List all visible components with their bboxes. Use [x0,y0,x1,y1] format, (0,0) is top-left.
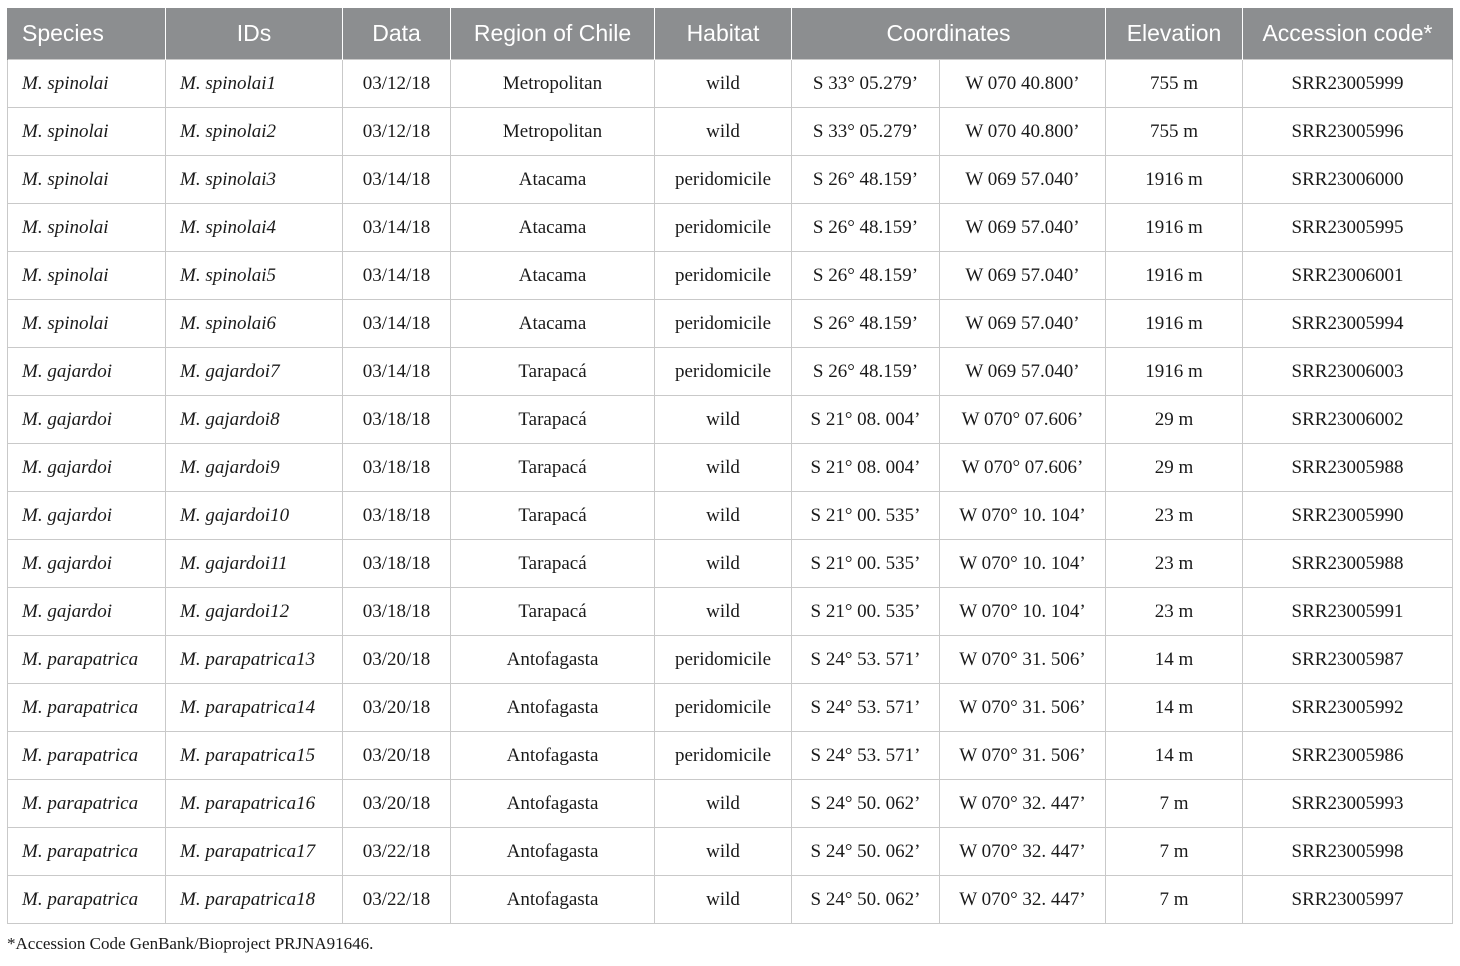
species-cell: M. gajardoi [8,396,166,444]
elevation-cell: 755 m [1106,60,1243,108]
table-row [8,588,1453,636]
longitude-cell: W 070° 31. 506’ [940,732,1106,780]
elevation-cell: 1916 m [1106,348,1243,396]
habitat-cell: wild [655,60,792,108]
region-cell: Atacama [451,252,655,300]
table-row [8,252,1453,300]
longitude-cell: W 070° 07.606’ [940,396,1106,444]
species-cell: M. gajardoi [8,444,166,492]
region-cell: Antofagasta [451,780,655,828]
accession-cell: SRR23005998 [1243,828,1453,876]
accession-cell: SRR23006002 [1243,396,1453,444]
date-cell: 03/22/18 [343,828,451,876]
region-cell: Antofagasta [451,636,655,684]
elevation-cell: 23 m [1106,588,1243,636]
habitat-cell: peridomicile [655,300,792,348]
region-cell: Atacama [451,156,655,204]
table-row [8,204,1453,252]
habitat-cell: peridomicile [655,732,792,780]
table-row [8,348,1453,396]
id-cell: M. parapatrica15 [166,732,343,780]
date-cell: 03/18/18 [343,444,451,492]
region-cell: Tarapacá [451,396,655,444]
date-cell: 03/14/18 [343,156,451,204]
longitude-cell: W 070 40.800’ [940,108,1106,156]
elevation-cell: 14 m [1106,732,1243,780]
longitude-cell: W 070° 10. 104’ [940,540,1106,588]
date-cell: 03/12/18 [343,108,451,156]
elevation-cell: 755 m [1106,108,1243,156]
accession-cell: SRR23005997 [1243,876,1453,924]
latitude-cell: S 26° 48.159’ [792,252,940,300]
elevation-cell: 1916 m [1106,300,1243,348]
table-row [8,540,1453,588]
accession-cell: SRR23005988 [1243,540,1453,588]
elevation-cell: 14 m [1106,684,1243,732]
species-cell: M. parapatrica [8,780,166,828]
id-cell: M. gajardoi9 [166,444,343,492]
region-cell: Tarapacá [451,348,655,396]
table-row [8,492,1453,540]
latitude-cell: S 33° 05.279’ [792,108,940,156]
accession-cell: SRR23005994 [1243,300,1453,348]
region-cell: Tarapacá [451,540,655,588]
habitat-cell: peridomicile [655,204,792,252]
accession-cell: SRR23005999 [1243,60,1453,108]
latitude-cell: S 24° 53. 571’ [792,684,940,732]
species-cell: M. parapatrica [8,732,166,780]
longitude-cell: W 069 57.040’ [940,204,1106,252]
habitat-cell: wild [655,444,792,492]
latitude-cell: S 26° 48.159’ [792,156,940,204]
header-region: Region of Chile [451,8,655,60]
latitude-cell: S 24° 50. 062’ [792,780,940,828]
longitude-cell: W 069 57.040’ [940,300,1106,348]
id-cell: M. parapatrica18 [166,876,343,924]
header-ids: IDs [166,8,343,60]
region-cell: Tarapacá [451,492,655,540]
elevation-cell: 1916 m [1106,156,1243,204]
table-row [8,444,1453,492]
habitat-cell: wild [655,588,792,636]
date-cell: 03/22/18 [343,876,451,924]
species-cell: M. parapatrica [8,636,166,684]
accession-cell: SRR23006000 [1243,156,1453,204]
id-cell: M. spinolai2 [166,108,343,156]
id-cell: M. gajardoi7 [166,348,343,396]
accession-cell: SRR23006001 [1243,252,1453,300]
species-cell: M. gajardoi [8,348,166,396]
elevation-cell: 1916 m [1106,252,1243,300]
date-cell: 03/20/18 [343,732,451,780]
region-cell: Metropolitan [451,60,655,108]
region-cell: Tarapacá [451,588,655,636]
habitat-cell: wild [655,492,792,540]
id-cell: M. gajardoi10 [166,492,343,540]
region-cell: Antofagasta [451,732,655,780]
species-cell: M. gajardoi [8,540,166,588]
habitat-cell: peridomicile [655,348,792,396]
id-cell: M. parapatrica13 [166,636,343,684]
id-cell: M. parapatrica14 [166,684,343,732]
accession-cell: SRR23005993 [1243,780,1453,828]
habitat-cell: wild [655,540,792,588]
table-row [8,300,1453,348]
table-row [8,732,1453,780]
elevation-cell: 7 m [1106,780,1243,828]
date-cell: 03/18/18 [343,540,451,588]
table-row [8,636,1453,684]
longitude-cell: W 069 57.040’ [940,348,1106,396]
species-cell: M. spinolai [8,156,166,204]
id-cell: M. spinolai6 [166,300,343,348]
region-cell: Metropolitan [451,108,655,156]
habitat-cell: wild [655,876,792,924]
date-cell: 03/12/18 [343,60,451,108]
latitude-cell: S 21° 00. 535’ [792,540,940,588]
species-cell: M. spinolai [8,204,166,252]
id-cell: M. gajardoi12 [166,588,343,636]
longitude-cell: W 070° 07.606’ [940,444,1106,492]
species-cell: M. gajardoi [8,492,166,540]
header-row [8,8,1453,60]
latitude-cell: S 26° 48.159’ [792,204,940,252]
elevation-cell: 23 m [1106,492,1243,540]
date-cell: 03/20/18 [343,684,451,732]
region-cell: Atacama [451,204,655,252]
latitude-cell: S 24° 53. 571’ [792,732,940,780]
species-cell: M. spinolai [8,300,166,348]
date-cell: 03/20/18 [343,636,451,684]
accession-cell: SRR23005991 [1243,588,1453,636]
header-accession: Accession code* [1243,8,1453,60]
date-cell: 03/14/18 [343,204,451,252]
elevation-cell: 29 m [1106,444,1243,492]
table-row [8,108,1453,156]
longitude-cell: W 070° 32. 447’ [940,828,1106,876]
table-row [8,156,1453,204]
species-cell: M. spinolai [8,252,166,300]
longitude-cell: W 070° 31. 506’ [940,636,1106,684]
species-cell: M. gajardoi [8,588,166,636]
region-cell: Antofagasta [451,876,655,924]
date-cell: 03/18/18 [343,588,451,636]
habitat-cell: peridomicile [655,156,792,204]
region-cell: Tarapacá [451,444,655,492]
date-cell: 03/18/18 [343,396,451,444]
latitude-cell: S 21° 08. 004’ [792,396,940,444]
date-cell: 03/18/18 [343,492,451,540]
table-row [8,684,1453,732]
longitude-cell: W 069 57.040’ [940,252,1106,300]
species-cell: M. spinolai [8,60,166,108]
table-row [8,876,1453,924]
accession-cell: SRR23005996 [1243,108,1453,156]
accession-cell: SRR23006003 [1243,348,1453,396]
elevation-cell: 14 m [1106,636,1243,684]
latitude-cell: S 21° 00. 535’ [792,588,940,636]
accession-cell: SRR23005995 [1243,204,1453,252]
table-body [8,60,1453,924]
id-cell: M. parapatrica17 [166,828,343,876]
header-species: Species [8,8,166,60]
species-cell: M. parapatrica [8,828,166,876]
longitude-cell: W 070° 10. 104’ [940,588,1106,636]
latitude-cell: S 33° 05.279’ [792,60,940,108]
latitude-cell: S 24° 50. 062’ [792,828,940,876]
table-row [8,60,1453,108]
latitude-cell: S 21° 00. 535’ [792,492,940,540]
habitat-cell: wild [655,828,792,876]
accession-cell: SRR23005988 [1243,444,1453,492]
habitat-cell: peridomicile [655,684,792,732]
sample-table [7,8,1453,924]
footnote: *Accession Code GenBank/Bioproject PRJNA91646. [7,934,374,953]
habitat-cell: peridomicile [655,252,792,300]
region-cell: Antofagasta [451,828,655,876]
table-row [8,396,1453,444]
longitude-cell: W 070° 31. 506’ [940,684,1106,732]
date-cell: 03/20/18 [343,780,451,828]
habitat-cell: wild [655,108,792,156]
habitat-cell: peridomicile [655,636,792,684]
header-elevation: Elevation [1106,8,1243,60]
date-cell: 03/14/18 [343,348,451,396]
id-cell: M. spinolai1 [166,60,343,108]
species-cell: M. parapatrica [8,876,166,924]
elevation-cell: 7 m [1106,828,1243,876]
latitude-cell: S 21° 08. 004’ [792,444,940,492]
species-cell: M. parapatrica [8,684,166,732]
table-row [8,780,1453,828]
elevation-cell: 1916 m [1106,204,1243,252]
id-cell: M. spinolai4 [166,204,343,252]
species-cell: M. spinolai [8,108,166,156]
header-habitat: Habitat [655,8,792,60]
longitude-cell: W 070° 32. 447’ [940,780,1106,828]
longitude-cell: W 070° 10. 104’ [940,492,1106,540]
region-cell: Atacama [451,300,655,348]
longitude-cell: W 069 57.040’ [940,156,1106,204]
longitude-cell: W 070 40.800’ [940,60,1106,108]
latitude-cell: S 26° 48.159’ [792,348,940,396]
id-cell: M. gajardoi11 [166,540,343,588]
date-cell: 03/14/18 [343,300,451,348]
id-cell: M. gajardoi8 [166,396,343,444]
date-cell: 03/14/18 [343,252,451,300]
latitude-cell: S 24° 50. 062’ [792,876,940,924]
elevation-cell: 23 m [1106,540,1243,588]
accession-cell: SRR23005987 [1243,636,1453,684]
elevation-cell: 7 m [1106,876,1243,924]
id-cell: M. spinolai3 [166,156,343,204]
table-row [8,828,1453,876]
id-cell: M. spinolai5 [166,252,343,300]
header-coordinates: Coordinates [792,8,1106,60]
accession-cell: SRR23005986 [1243,732,1453,780]
header-data: Data [343,8,451,60]
id-cell: M. parapatrica16 [166,780,343,828]
latitude-cell: S 26° 48.159’ [792,300,940,348]
region-cell: Antofagasta [451,684,655,732]
elevation-cell: 29 m [1106,396,1243,444]
latitude-cell: S 24° 53. 571’ [792,636,940,684]
habitat-cell: wild [655,396,792,444]
longitude-cell: W 070° 32. 447’ [940,876,1106,924]
accession-cell: SRR23005992 [1243,684,1453,732]
habitat-cell: wild [655,780,792,828]
accession-cell: SRR23005990 [1243,492,1453,540]
sample-table-container [7,8,1452,924]
